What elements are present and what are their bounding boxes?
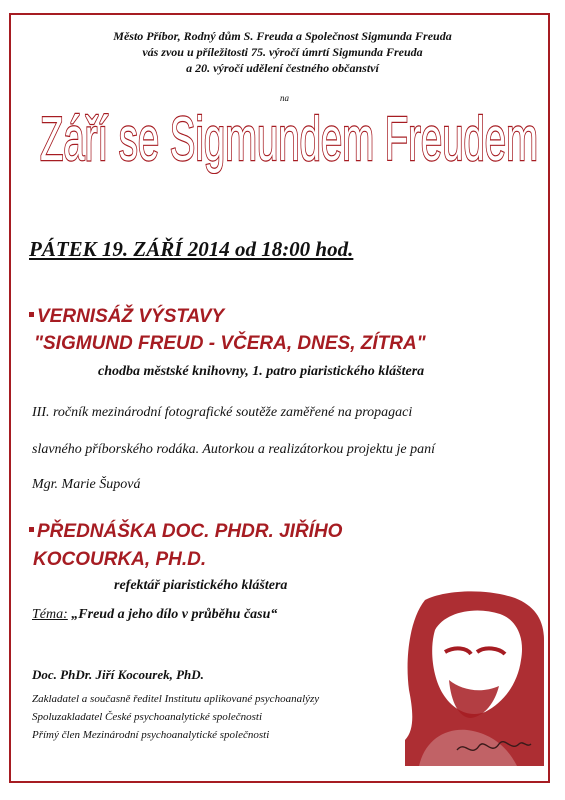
topic-title: „Freud a jeho dílo v průběhu času“ — [71, 607, 278, 622]
event2-heading-line1 — [29, 521, 342, 543]
bullet-icon — [29, 527, 34, 532]
event2-location: refektář piaristického kláštera — [114, 578, 288, 593]
poster-title — [34, 102, 544, 174]
event2-topic — [32, 607, 277, 623]
event1-heading-line2: "SIGMUND FREUD - VČERA, DNES, ZÍTRA" — [34, 333, 426, 354]
event1-desc-line3: Mgr. Marie Šupová — [32, 477, 141, 492]
speaker-role-2: Spoluzakladatel České psychoanalytické společnosti — [32, 711, 263, 723]
event1-heading-1: VERNISÁŽ VÝSTAVY — [37, 306, 225, 327]
poster-title-text: Září se Sigmundem Freudem — [40, 105, 538, 174]
intro-na: na — [280, 93, 289, 103]
speaker-role-1: Zakladatel a současně ředitel Institutu aplikované psychoanalýzy — [32, 693, 320, 705]
topic-label: Téma: — [32, 607, 68, 622]
event-date: PÁTEK 19. ZÁŘÍ 2014 od 18:00 hod. — [29, 237, 354, 261]
event1-desc-line1: III. ročník mezinárodní fotografické soutěže zaměřené na propagaci — [32, 405, 413, 420]
speaker-role-3: Přímý člen Mezinárodní psychoanalytické společnosti — [32, 729, 270, 741]
bullet-icon — [29, 312, 34, 317]
event2-heading-line2: KOCOURKA, PH.D. — [33, 549, 207, 570]
freud-portrait-image — [405, 590, 544, 766]
intro-line-3: a 20. výročí udělení čestného občanství — [186, 61, 379, 75]
speaker-name: Doc. PhDr. Jiří Kocourek, PhD. — [32, 667, 204, 682]
event2-heading-1: PŘEDNÁŠKA DOC. PHDR. JIŘÍHO — [37, 521, 343, 542]
intro-line-2: vás zvou u příležitosti 75. výročí úmrtí Sigmunda Freuda — [142, 45, 423, 59]
event1-desc-line2: slavného příborského rodáka. Autorkou a realizátorkou projektu je paní — [32, 442, 435, 457]
event1-location: chodba městské knihovny, 1. patro piaristického kláštera — [98, 364, 425, 379]
intro-text — [30, 28, 535, 76]
event1-heading-line1 — [29, 306, 224, 328]
intro-line-1: Město Příbor, Rodný dům S. Freuda a Společnost Sigmunda Freuda — [113, 29, 452, 43]
